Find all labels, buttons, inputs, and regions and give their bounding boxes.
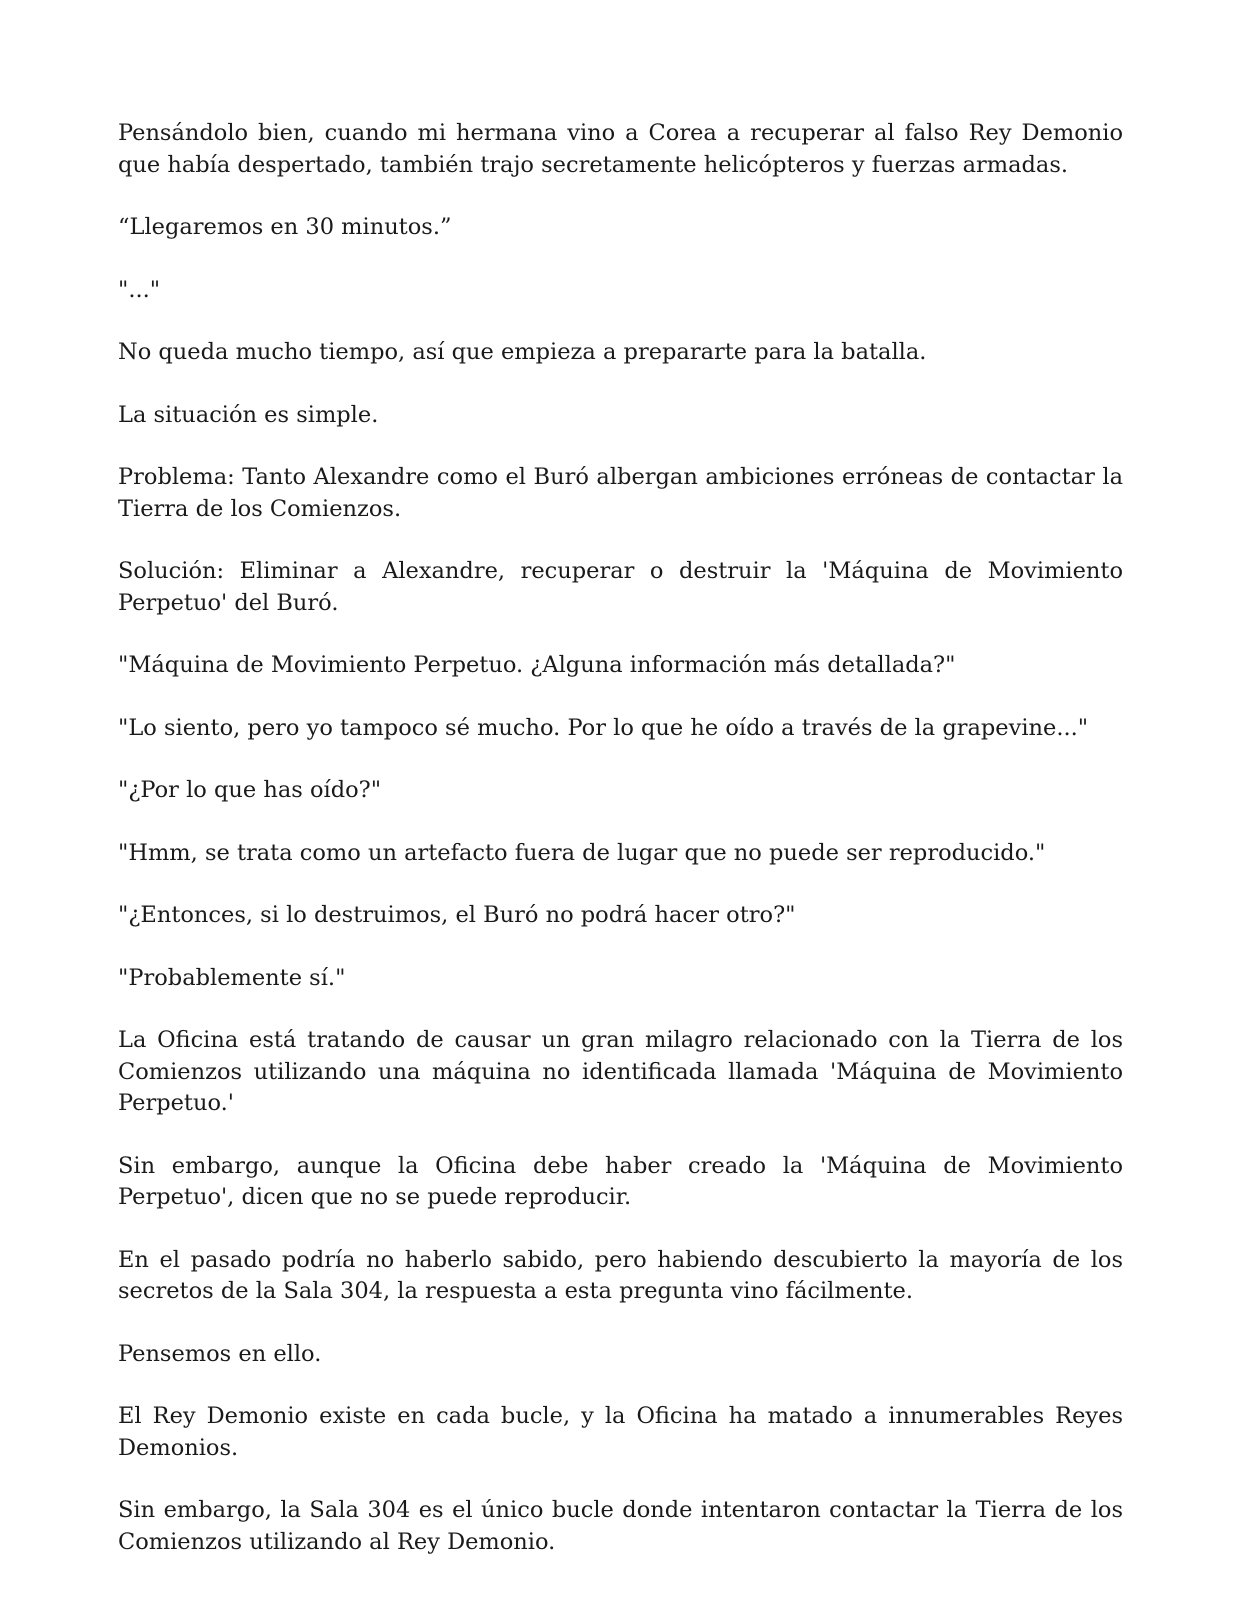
paragraph: "Máquina de Movimiento Perpetuo. ¿Alguna información más detallada?": [118, 652, 956, 678]
paragraph: "...": [118, 276, 161, 303]
paragraph: "¿Por lo que has oído?": [118, 777, 382, 803]
paragraph: Problema: Tanto Alexandre como el Buró albergan ambiciones erróneas de contactar la Tierra de los Comienzos.: [118, 464, 1123, 522]
document-body: [118, 118, 1123, 1589]
paragraph: "Probablemente sí.": [118, 964, 346, 991]
paragraph: "Lo siento, pero yo tampoco sé mucho. Por lo que he oído a través de la grapevine...": [118, 714, 1089, 741]
paragraph: En el pasado podría no haberlo sabido, pero habiendo descubierto la mayoría de los secretos de la Sala 304, la respuesta a esta pregunta vino fácilmente.: [118, 1246, 1123, 1304]
paragraph: “Llegaremos en 30 minutos.”: [118, 214, 452, 240]
paragraph: Sin embargo, la Sala 304 es el único bucle donde intentaron contactar la Tierra de los Comienzos utilizando al Rey Demonio.: [118, 1497, 1123, 1555]
paragraph: El Rey Demonio existe en cada bucle, y la Oficina ha matado a innumerables Reyes Demonios.: [118, 1403, 1123, 1461]
paragraph: No queda mucho tiempo, así que empieza a prepararte para la batalla.: [118, 339, 927, 365]
paragraph: Pensemos en ello.: [118, 1340, 322, 1367]
paragraph: La situación es simple.: [118, 401, 379, 428]
paragraph: Pensándolo bien, cuando mi hermana vino a Corea a recuperar al falso Rey Demonio que había despertado, también trajo secretamente helicópteros y fuerzas armadas.: [118, 120, 1123, 178]
paragraph: La Oficina está tratando de causar un gran milagro relacionado con la Tierra de los Comienzos utilizando una máquina no identificada llamada 'Máquina de Movimiento Perpetuo.': [118, 1027, 1123, 1116]
paragraph: "Hmm, se trata como un artefacto fuera de lugar que no puede ser reproducido.": [118, 839, 1046, 866]
paragraph: Sin embargo, aunque la Oficina debe haber creado la 'Máquina de Movimiento Perpetuo', dicen que no se puede reproducir.: [118, 1152, 1123, 1210]
paragraph: "¿Entonces, si lo destruimos, el Buró no podrá hacer otro?": [118, 902, 796, 928]
paragraph: Solución: Eliminar a Alexandre, recuperar o destruir la 'Máquina de Movimiento Perpetuo' del Buró.: [118, 558, 1123, 616]
